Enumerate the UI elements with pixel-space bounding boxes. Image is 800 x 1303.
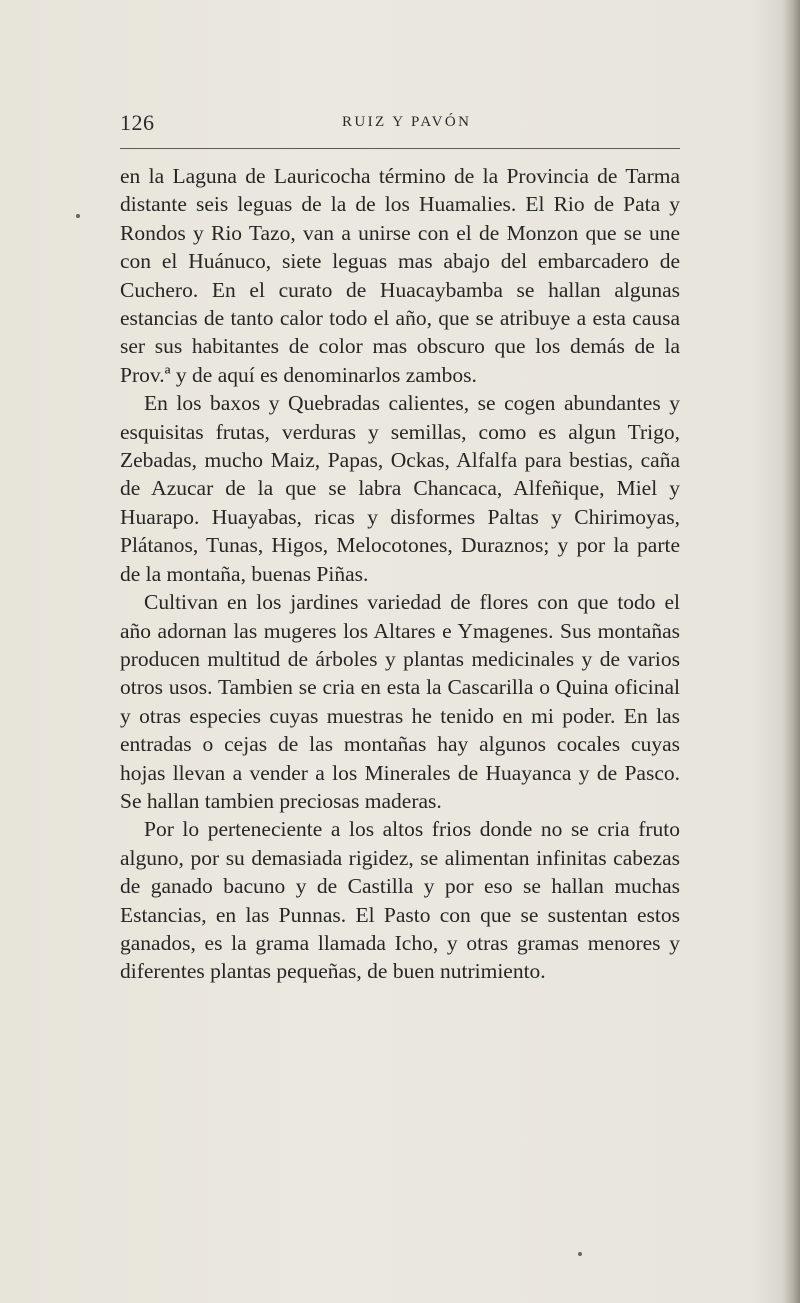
running-head: [120, 104, 680, 138]
paper-speck: [578, 1252, 582, 1256]
paper-speck: [76, 214, 80, 218]
paragraph-4: Por lo perteneciente a los altos frios donde no se cria fruto alguno, por su demasiada rigidez, se alimentan infinitas cabezas de ganado bacuno y de Castilla y por eso se hallan muchas Estancias, en las Punnas. El Pasto con que se sustentan estos ganados, es la grama llamada Icho, y otras gramas menores y diferentes plantas pequeñas, de buen nutrimiento.: [120, 817, 680, 984]
paragraph-2: En los baxos y Quebradas calientes, se cogen abundantes y esquisitas frutas, verduras y semillas, como es algun Trigo, Zebadas, mucho Maiz, Papas, Ockas, Alfalfa para bestias, caña de Azucar de la que se labra Chancaca, Alfeñique, Miel y Huarapo. Huayabas, ricas y disformes Paltas y Chirimoyas, Plátanos, Tunas, Higos, Melocotones, Duraznos; y por la parte de la montaña, buenas Piñas.: [120, 391, 680, 586]
header-rule: [120, 148, 680, 149]
paragraph-3: Cultivan en los jardines variedad de flores con que todo el año adornan las mugeres los Altares e Ymagenes. Sus montañas producen multitud de árboles y plantas medicinales y de varios otros usos. Tambien se cria en esta la Cascarilla o Quina oficinal y otras especies cuyas muestras he tenido en mi poder. En las entradas o cejas de las montañas hay algunos cocales cuyas hojas llevan a vender a los Minerales de Huayanca y de Pasco. Se hallan tambien preciosas maderas.: [120, 590, 680, 813]
page-number: 126: [120, 110, 155, 135]
running-title: RUIZ Y PAVÓN: [342, 114, 472, 130]
body-text: [120, 162, 680, 986]
page-edge-shadow: [782, 0, 800, 1303]
paragraph-1: en la Laguna de Lauricocha término de la Provincia de Tarma distante seis leguas de la de los Huamalies. El Rio de Pata y Rondos y Rio Tazo, van a unirse con el de Monzon que se une con el Huánuco, siete leguas mas abajo del embarcadero de Cuchero. En el curato de Huacaybamba se hallan algunas estancias de tanto calor todo el año, que se atribuye a esta causa ser sus habitantes de color mas obscuro que los demás de la Prov.ª y de aquí es denominarlos zambos.: [120, 164, 680, 387]
